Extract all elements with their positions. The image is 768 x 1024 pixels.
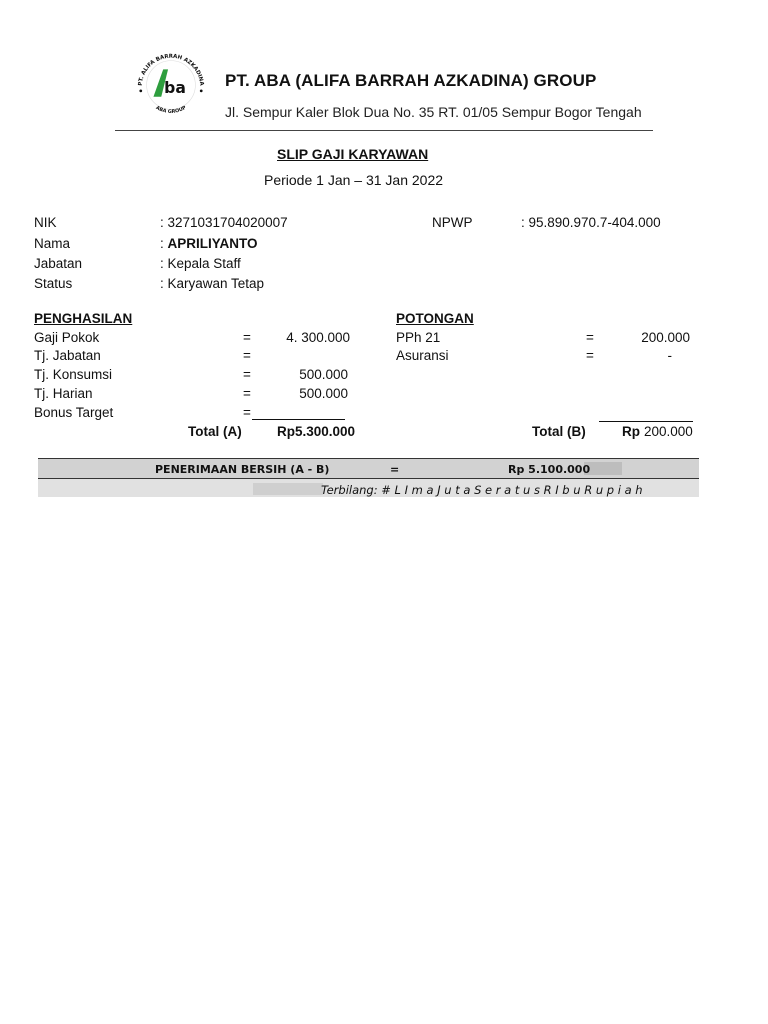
slip-title: SLIP GAJI KARYAWAN bbox=[277, 146, 429, 162]
npwp-label: NPWP bbox=[432, 215, 473, 230]
npwp-value: : 95.890.970.7-404.000 bbox=[521, 215, 661, 230]
income-eq: = bbox=[243, 405, 251, 420]
deduction-eq: = bbox=[586, 348, 594, 363]
company-logo bbox=[132, 46, 210, 124]
terbilang-band-shade bbox=[253, 483, 323, 495]
jabatan-label: Jabatan bbox=[34, 256, 83, 271]
logo-ring-text-top: PT. ALIFA BARRAH AZKADINA bbox=[137, 53, 205, 87]
income-eq: = bbox=[243, 348, 251, 363]
total-b-currency: Rp bbox=[622, 424, 640, 439]
penghasilan-heading: PENGHASILAN bbox=[34, 311, 133, 326]
deduction-value: 200.000 bbox=[641, 330, 690, 345]
nama-label: Nama bbox=[34, 236, 71, 251]
nama-prefix: : bbox=[160, 236, 168, 251]
nama-value bbox=[160, 236, 258, 251]
company-address: Jl. Sempur Kaler Blok Dua No. 35 RT. 01/05 Sempur Bogor Tengah bbox=[225, 104, 642, 120]
deduction-eq: = bbox=[586, 330, 594, 345]
income-label: Gaji Pokok bbox=[34, 330, 100, 345]
total-b-label: Total (B) bbox=[532, 424, 586, 439]
company-name: PT. ABA (ALIFA BARRAH AZKADINA) GROUP bbox=[225, 71, 597, 90]
terbilang-text: Terbilang: # L I m a J u t a S e r a t u s R I b u R u p i a h bbox=[321, 483, 643, 497]
period: Periode 1 Jan – 31 Jan 2022 bbox=[264, 172, 444, 188]
income-eq: = bbox=[243, 330, 251, 345]
status-value: : Karyawan Tetap bbox=[160, 276, 265, 291]
deduction-label: PPh 21 bbox=[396, 330, 441, 345]
logo-mark: ba bbox=[164, 78, 186, 97]
deduction-value: - bbox=[667, 348, 672, 363]
nik-label: NIK bbox=[34, 215, 57, 230]
income-label: Tj. Konsumsi bbox=[34, 367, 113, 382]
status-label: Status bbox=[34, 276, 73, 291]
income-eq: = bbox=[243, 367, 251, 382]
income-eq: = bbox=[243, 386, 251, 401]
income-label: Tj. Jabatan bbox=[34, 348, 101, 363]
nik-value: : 3271031704020007 bbox=[160, 215, 288, 230]
total-a-label: Total (A) bbox=[188, 424, 242, 439]
income-label: Tj. Harian bbox=[34, 386, 93, 401]
deduction-label: Asuransi bbox=[396, 348, 449, 363]
total-a-value: Rp5.300.000 bbox=[277, 424, 356, 439]
income-value: 500.000 bbox=[299, 367, 348, 382]
subtotal-line bbox=[252, 419, 345, 420]
income-value: 500.000 bbox=[299, 386, 348, 401]
jabatan-value: : Kepala Staff bbox=[160, 256, 241, 271]
subtotal-line bbox=[599, 421, 693, 422]
income-value: 4. 300.000 bbox=[286, 330, 350, 345]
net-label: PENERIMAAN BERSIH (A - B) bbox=[155, 463, 330, 476]
header-divider bbox=[115, 130, 653, 131]
logo-ring-text-bottom: ABA GROUP bbox=[154, 104, 188, 116]
net-value: Rp 5.100.000 bbox=[508, 463, 591, 476]
net-eq: = bbox=[390, 463, 400, 476]
employee-name: APRILIYANTO bbox=[167, 236, 258, 251]
total-b-value: 200.000 bbox=[644, 424, 693, 439]
potongan-heading: POTONGAN bbox=[396, 311, 474, 326]
income-label: Bonus Target bbox=[34, 405, 114, 420]
